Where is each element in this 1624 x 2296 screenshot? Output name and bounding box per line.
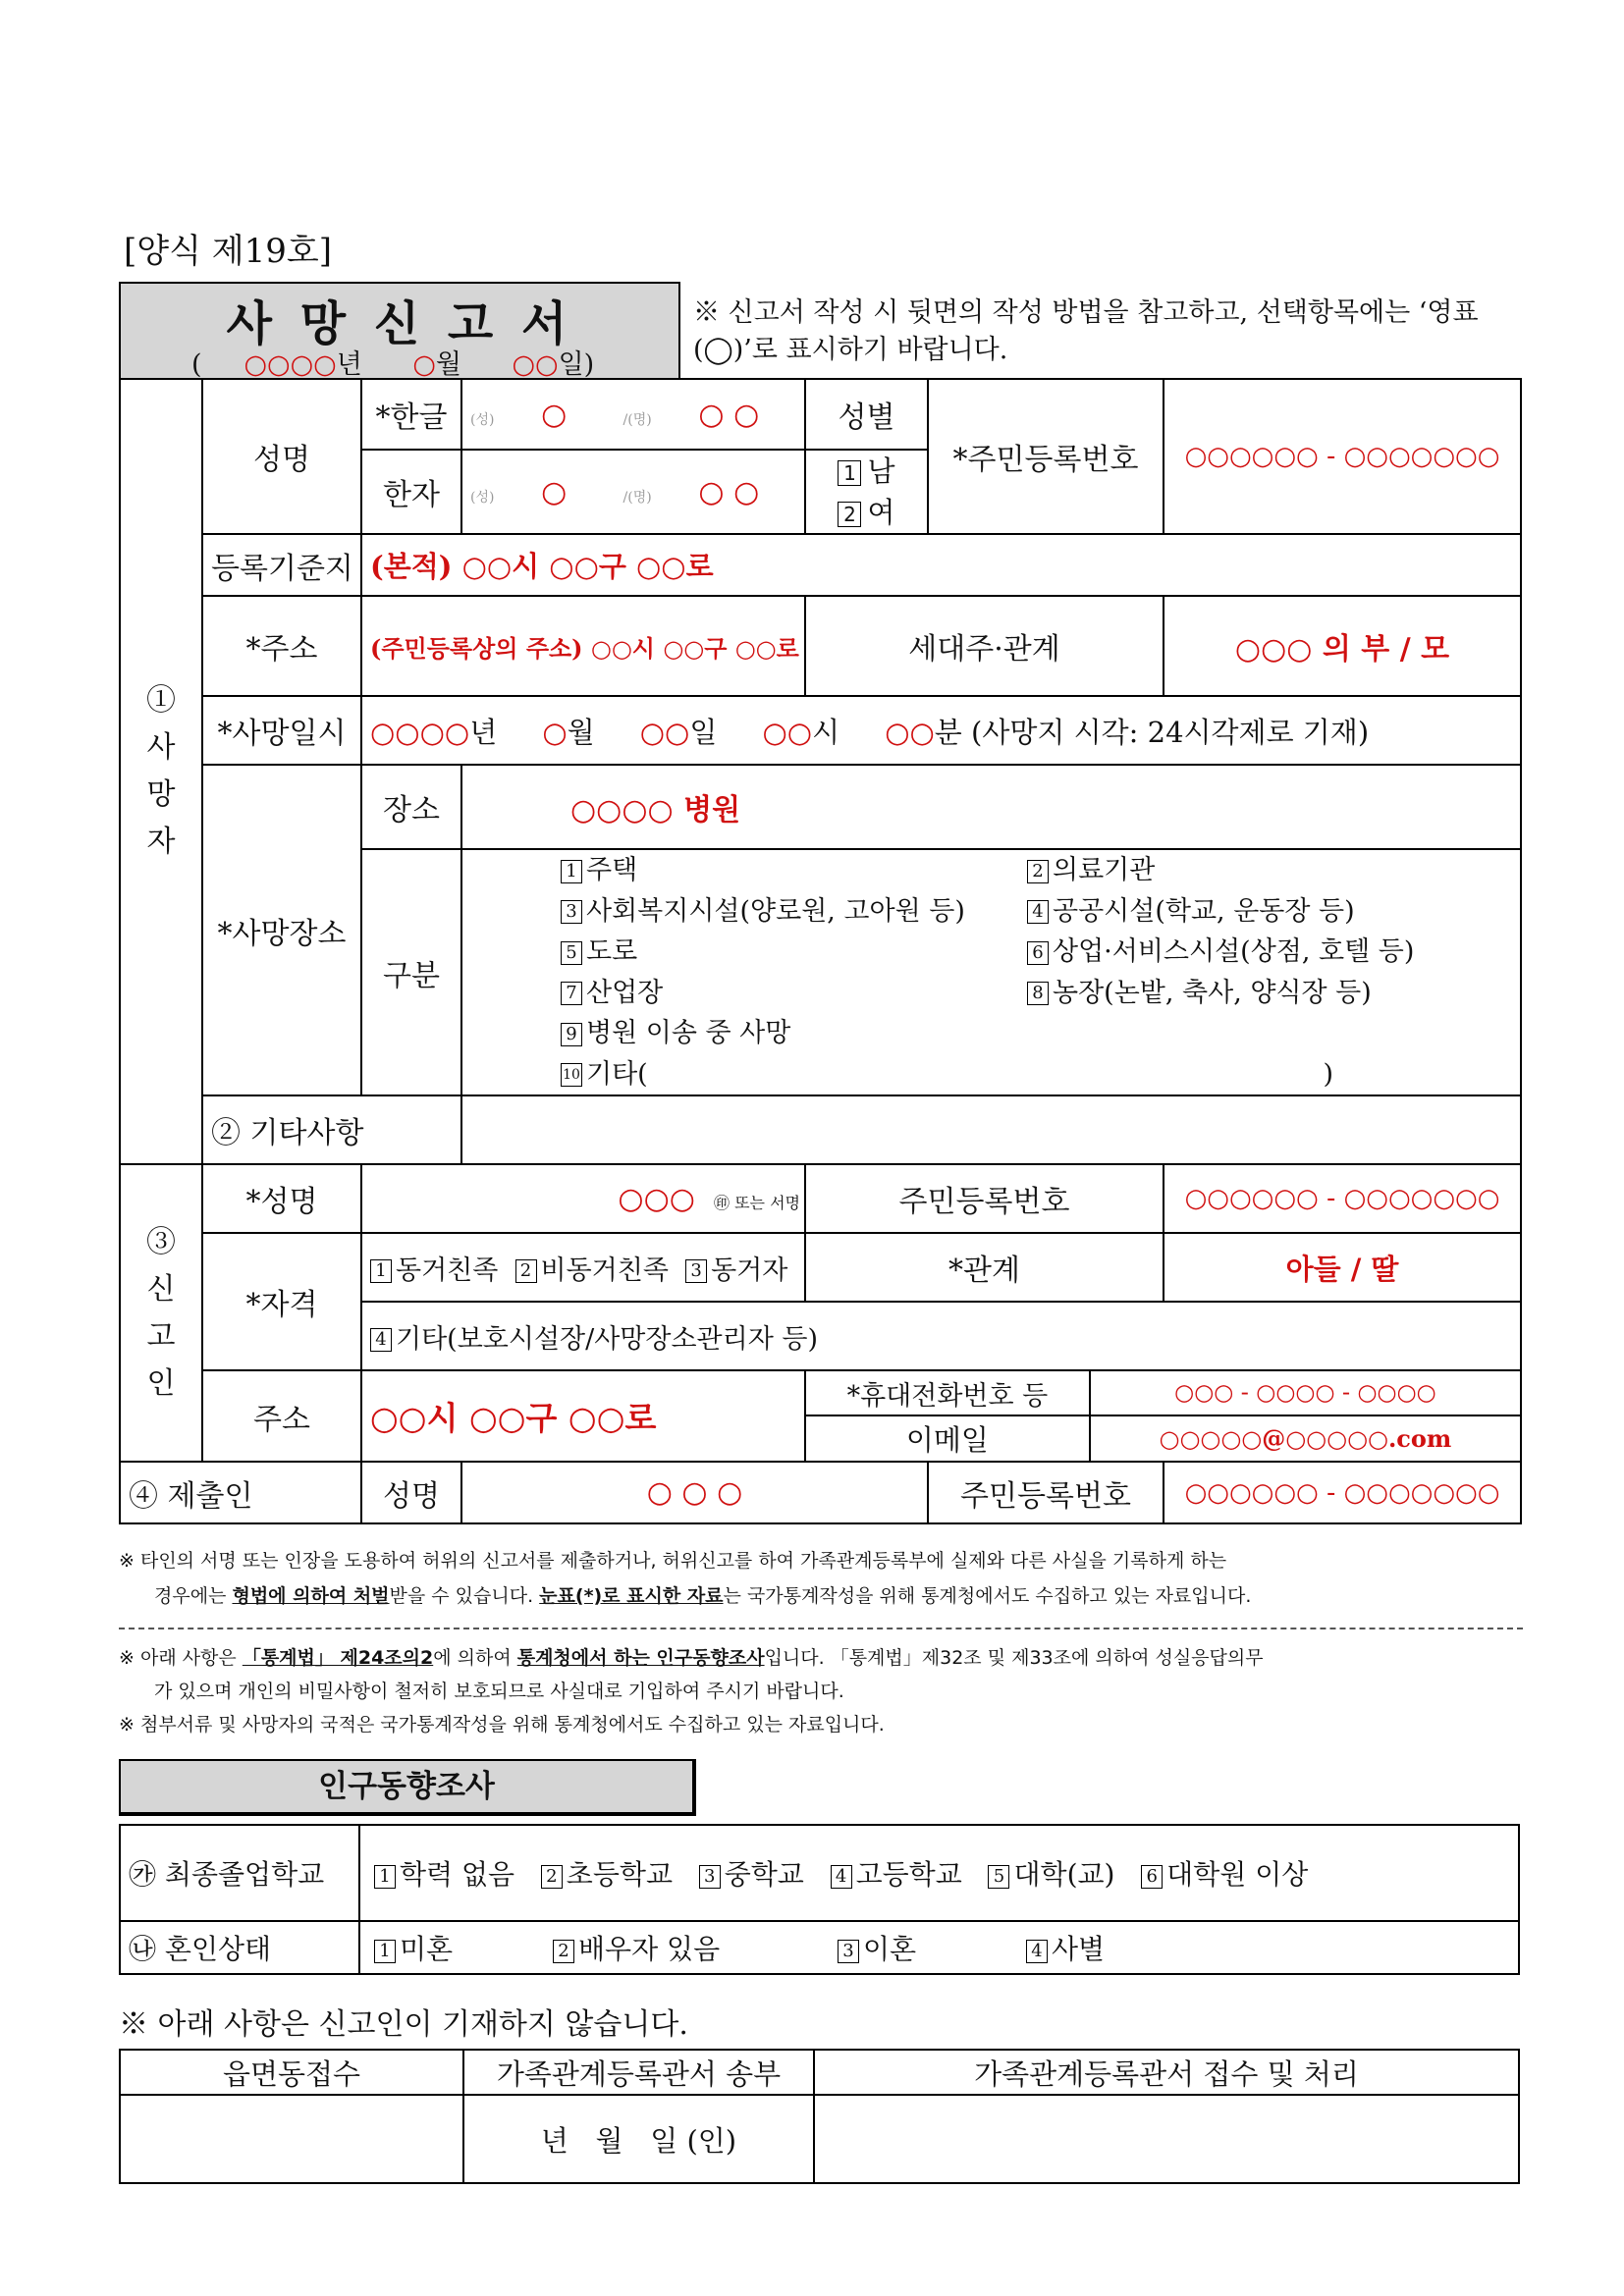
- hangul-label: *한글: [361, 379, 461, 450]
- main-form-table: [119, 378, 1522, 1524]
- hanja-label: 한자: [361, 450, 461, 534]
- dashed-divider: [119, 1628, 1523, 1629]
- reg-base-label: 등록기준지: [202, 534, 361, 596]
- education-label: ㉮ 최종졸업학교: [120, 1825, 359, 1921]
- place-category-options[interactable]: 1 주택 2 의료기관 3 사회복지시설(양로원, 고아원 등) 4 공공시설(학교, 운동장 등) 5 도로 6 상업·서비스시설(상점, 호텔 등) 7 산업장 8 농장(논밭, 축사, 양식장 등) 9 병원 이송 중 사망 10 기타( ): [461, 849, 1521, 1095]
- education-options[interactable]: 1 학력 없음 2 초등학교 3 중학교 4 고등학교 5 대학(교) 6 대학원 이상: [359, 1825, 1519, 1921]
- report-date: ( ○○○○년 ○월 ○○일): [191, 349, 595, 380]
- contact-cell: [805, 1370, 1521, 1462]
- section-deceased-label: ① 사망자: [120, 379, 202, 1164]
- death-time-label: *사망일시: [202, 696, 361, 765]
- other-notes-field[interactable]: [461, 1095, 1521, 1164]
- office-table: [119, 2049, 1520, 2184]
- office-col-send: 가족관계등록관서 송부: [463, 2050, 814, 2095]
- submitter-label: ④ 제출인: [120, 1462, 361, 1523]
- death-time-value[interactable]: ○○○○년 ○월 ○○일 ○○시 ○○분 (사망지 시각: 24시각제로 기재): [361, 696, 1521, 765]
- death-place-label: *사망장소: [202, 765, 361, 1095]
- title-box: [119, 282, 680, 378]
- submitter-rrn-value[interactable]: ○○○○○○ - ○○○○○○○: [1164, 1462, 1521, 1523]
- category-label: 구분: [361, 849, 461, 1095]
- reporter-name-label: *성명: [202, 1164, 361, 1233]
- household-value[interactable]: ○○○ 의 부 / 모: [1164, 596, 1521, 696]
- survey-table: [119, 1824, 1520, 1975]
- instruction-text: ※ 신고서 작성 시 뒷면의 작성 방법을 참고하고, 선택항목에는 ‘영표(◯)’로 표시하기 바랍니다.: [693, 297, 1479, 365]
- phone-label: *휴대전화번호 등: [806, 1371, 1090, 1415]
- hanja-name-field[interactable]: (성) ○ /(명) ○ ○: [461, 450, 805, 534]
- qualification-options[interactable]: 1 동거친족 2 비동거친족 3 동거자: [361, 1233, 805, 1302]
- email-label: 이메일: [806, 1415, 1090, 1461]
- place-label: 장소: [361, 765, 461, 849]
- form-number: [양식 제19호]: [124, 232, 332, 271]
- household-label: 세대주·관계: [805, 596, 1164, 696]
- name-label: 성명: [202, 379, 361, 534]
- section-reporter-label: ③ 신고인: [120, 1164, 202, 1462]
- reporter-address-label: 주소: [202, 1370, 361, 1462]
- survey-title: 인구동향조사: [119, 1759, 696, 1816]
- qualification-label: *자격: [202, 1233, 361, 1370]
- phone-value[interactable]: ○○○ - ○○○○ - ○○○○: [1090, 1371, 1520, 1415]
- office-note: ※ 아래 사항은 신고인이 기재하지 않습니다.: [119, 2007, 688, 2042]
- sex-options[interactable]: 1 남 2 여: [805, 450, 928, 534]
- notice-block-1: ※ 타인의 서명 또는 인장을 도용하여 허위의 신고서를 제출하거나, 허위신고를 하여 가족관계등록부에 실제와 다른 사실을 기록하게 하는 경우에는 형법에 의하여 처벌받을 수 있습니다. 눈표(*)로 표시한 자료는 국가통계작성을 위해 통계청에서도 수집하고 있는 자료입니다.: [119, 1550, 1252, 1607]
- reporter-rrn-label: 주민등록번호: [805, 1164, 1164, 1233]
- rrn-label: *주민등록번호: [928, 379, 1164, 534]
- other-notes-label: ② 기타사항: [202, 1095, 461, 1164]
- page-title: 사 망 신 고 서: [226, 296, 573, 351]
- relation-label: *관계: [805, 1233, 1164, 1302]
- notice-block-2: ※ 아래 사항은 「통계법」 제24조의2에 의하여 통계청에서 하는 인구동향조사입니다. 「통계법」제32조 및 제33조에 의하여 성실응답의무 가 있으며 개인의 비밀사항이 철저히 보호되므로 사실대로 기입하여 주시기 바랍니다. ※ 첨부서류 및 사망자의 국적은 국가통계작성을 위해 통계청에서도 수집하고 있는 자료입니다.: [119, 1647, 1264, 1735]
- submitter-rrn-label: 주민등록번호: [928, 1462, 1164, 1523]
- reg-base-value[interactable]: (본적) ○○시 ○○구 ○○로: [361, 534, 1521, 596]
- reporter-name-field[interactable]: ○○○ ㊞ 또는 서명: [361, 1164, 805, 1233]
- reporter-address-value[interactable]: ○○시 ○○구 ○○로: [361, 1370, 805, 1462]
- office-col-process: 가족관계등록관서 접수 및 처리: [814, 2050, 1519, 2095]
- email-value[interactable]: ○○○○○@○○○○○.com: [1159, 1424, 1452, 1453]
- marital-label: ㉯ 혼인상태: [120, 1921, 359, 1974]
- office-process-field[interactable]: [814, 2095, 1519, 2183]
- rrn-value[interactable]: ○○○○○○ - ○○○○○○○: [1164, 379, 1521, 534]
- marital-options[interactable]: 1 미혼 2 배우자 있음 3 이혼 4 사별: [359, 1921, 1519, 1974]
- sex-label: 성별: [805, 379, 928, 450]
- address-label: *주소: [202, 596, 361, 696]
- address-value[interactable]: (주민등록상의 주소) ○○시 ○○구 ○○로: [361, 596, 805, 696]
- office-col-receipt: 읍면동접수: [120, 2050, 463, 2095]
- submitter-name-value[interactable]: ○ ○ ○: [461, 1462, 928, 1523]
- submitter-name-label: 성명: [361, 1462, 461, 1523]
- office-send-date[interactable]: 년 월 일 (인): [463, 2095, 814, 2183]
- office-receipt-field[interactable]: [120, 2095, 463, 2183]
- hangul-name-field[interactable]: (성) ○ /(명) ○ ○: [461, 379, 805, 450]
- relation-value[interactable]: 아들 / 딸: [1164, 1233, 1521, 1302]
- place-value[interactable]: ○○○○ 병원: [461, 765, 1521, 849]
- qualification-other-option[interactable]: 4 기타(보호시설장/사망장소관리자 등): [361, 1302, 1521, 1370]
- reporter-rrn-value[interactable]: ○○○○○○ - ○○○○○○○: [1164, 1164, 1521, 1233]
